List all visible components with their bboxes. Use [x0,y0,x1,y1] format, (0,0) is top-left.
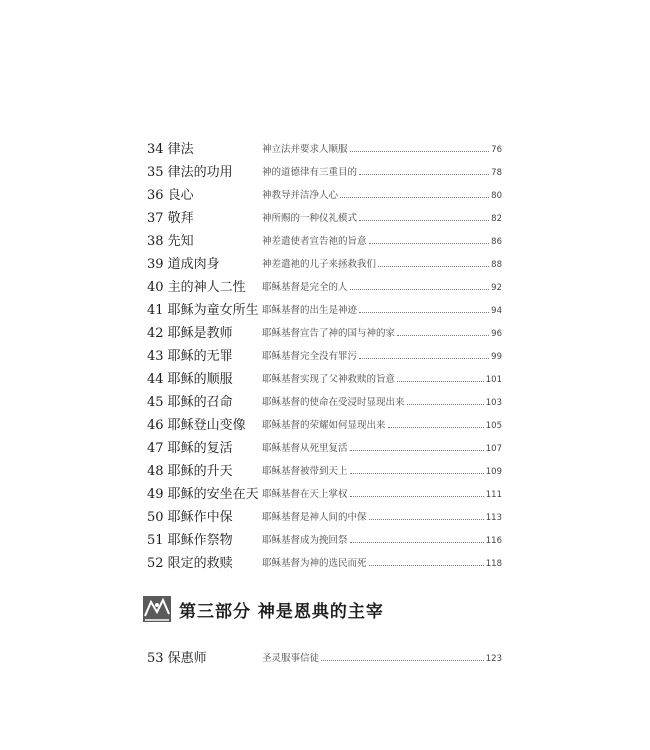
toc-entry[interactable] [147,389,502,412]
toc-entry-description: 耶稣基督的荣耀如何显现出来 [262,419,386,431]
dot-leader [369,243,490,244]
toc-entry-detail [262,463,502,477]
toc-entry-title: 36 良心 [147,188,194,203]
toc-entry-description: 神的道德律有三重目的 [262,166,358,178]
toc-entry-detail [262,187,502,201]
toc-entry-page: 111 [485,489,502,500]
toc-entry-page: 101 [485,374,502,385]
toc-entry-title: 38 先知 [147,234,194,249]
toc-entry-page: 86 [491,236,502,247]
dot-leader [397,335,489,336]
toc-entry[interactable] [147,343,502,366]
dot-leader [340,197,489,198]
toc-entry-page: 94 [491,305,502,316]
toc-entry-page: 103 [485,397,502,408]
toc-entry-title: 39 道成肉身 [147,257,220,272]
toc-entry[interactable] [147,458,502,481]
dot-leader [350,542,484,543]
toc-entry[interactable] [147,205,502,228]
toc-entry-detail [262,440,502,454]
toc-entry-detail [262,164,502,178]
toc-entry-title: 47 耶稣的复活 [147,441,233,456]
toc-entry-page: 118 [485,558,502,569]
toc-entry-detail [262,256,502,270]
toc-entry-page: 99 [491,351,502,362]
dot-leader [359,174,489,175]
toc-entry-description: 耶稣基督被带到天上 [262,465,348,477]
toc-entry-page: 88 [491,259,502,270]
toc-entry[interactable] [147,159,502,182]
toc-entry-page: 105 [485,420,502,431]
toc-entry-page: 96 [491,328,502,339]
toc-entry-page: 80 [491,190,502,201]
section-title: 第三部分 神是恩典的主宰 [179,601,384,622]
toc-entry-page: 113 [485,512,502,523]
toc-entry[interactable] [147,297,502,320]
toc-entry-title: 44 耶稣的顺服 [147,372,233,387]
toc-entry-detail [262,279,502,293]
toc-entry-page: 82 [491,213,502,224]
dot-leader [350,151,490,152]
toc-entry-page: 123 [485,653,502,664]
toc-entry[interactable] [147,412,502,435]
dot-leader [321,660,484,661]
toc-entry[interactable] [147,136,502,159]
toc-entry-description: 耶稣基督成为挽回祭 [262,534,348,546]
toc-entry-description: 耶稣基督宣告了神的国与神的家 [262,327,396,339]
toc-entry-description: 耶稣基督为神的选民而死 [262,557,367,569]
toc-entry-description: 神立法并要求人顺服 [262,143,348,155]
toc-entry-title: 35 律法的功用 [147,165,233,180]
toc-entry-detail [262,210,502,224]
dot-leader [359,312,489,313]
toc-entry[interactable] [147,228,502,251]
toc-entry[interactable] [147,274,502,297]
toc-entry-detail [262,302,502,316]
dot-leader [359,358,489,359]
toc-list [147,136,502,573]
toc-entry[interactable] [147,645,502,668]
toc-entry-title: 43 耶稣的无罪 [147,349,233,364]
toc-entry[interactable] [147,182,502,205]
toc-entry-page: 116 [485,535,502,546]
toc-entry-description: 耶稣基督从死里复活 [262,442,348,454]
toc-entry[interactable] [147,320,502,343]
dot-leader [350,496,484,497]
toc-entry-title: 42 耶稣是教师 [147,326,233,341]
toc-entry-description: 神所赐的一种仪礼模式 [262,212,358,224]
toc-entry-title: 46 耶稣登山变像 [147,418,246,433]
toc-list-2 [147,645,502,668]
dot-leader [397,381,484,382]
toc-entry-description: 耶稣基督的出生是神迹 [262,304,358,316]
toc-entry[interactable] [147,504,502,527]
toc-entry-description: 耶稣基督在天上掌权 [262,488,348,500]
toc-entry-description: 神差遣使者宣告祂的旨意 [262,235,367,247]
toc-entry-detail [262,348,502,362]
toc-entry-detail [262,371,502,385]
toc-entry-description: 耶稣基督实现了父神救赎的旨意 [262,373,396,385]
dot-leader [350,289,490,290]
dot-leader [369,565,484,566]
toc-entry-title: 51 耶稣作祭物 [147,533,233,548]
toc-entry-detail [262,509,502,523]
toc-entry-detail [262,233,502,247]
toc-entry-detail [262,486,502,500]
toc-entry[interactable] [147,366,502,389]
toc-entry-title: 37 敬拜 [147,211,194,226]
dot-leader [378,266,489,267]
section-heading [143,596,384,622]
toc-entry-title: 53 保惠师 [147,651,207,666]
toc-entry-description: 耶稣基督的使命在受浸时显现出来 [262,396,405,408]
toc-entry-description: 神教导并洁净人心 [262,189,339,201]
toc-entry[interactable] [147,251,502,274]
toc-entry-page: 107 [485,443,502,454]
toc-entry[interactable] [147,527,502,550]
toc-entry-page: 109 [485,466,502,477]
toc-entry-title: 52 限定的救赎 [147,556,233,571]
toc-entry-title: 45 耶稣的召命 [147,395,233,410]
toc-entry-title: 41 耶稣为童女所生 [147,303,259,318]
toc-entry[interactable] [147,550,502,573]
toc-entry-description: 耶稣基督是完全的人 [262,281,348,293]
dot-leader [350,473,484,474]
toc-entry-page: 78 [491,167,502,178]
toc-entry-detail [262,325,502,339]
toc-entry-page: 92 [491,282,502,293]
section-ornament-icon [143,596,171,622]
toc-entry-title: 40 主的神人二性 [147,280,246,295]
dot-leader [369,519,484,520]
dot-leader [388,427,484,428]
toc-entry-detail [262,394,502,408]
dot-leader [359,220,489,221]
toc-entry[interactable] [147,481,502,504]
toc-entry-page: 76 [491,144,502,155]
toc-entry-detail [262,417,502,431]
toc-entry-detail [262,555,502,569]
toc-entry-description: 耶稣基督是神人间的中保 [262,511,367,523]
dot-leader [407,404,484,405]
toc-entry-detail [262,141,502,155]
toc-entry-detail [262,650,502,664]
toc-entry-detail [262,532,502,546]
toc-entry-title: 34 律法 [147,142,194,157]
toc-entry-description: 圣灵服事信徒 [262,652,320,664]
dot-leader [350,450,484,451]
toc-entry-description: 神差遣祂的儿子来拯救我们 [262,258,377,270]
toc-entry-title: 48 耶稣的升天 [147,464,233,479]
toc-entry[interactable] [147,435,502,458]
toc-entry-title: 50 耶稣作中保 [147,510,233,525]
toc-entry-description: 耶稣基督完全没有罪污 [262,350,358,362]
toc-entry-title: 49 耶稣的安坐在天 [147,487,259,502]
